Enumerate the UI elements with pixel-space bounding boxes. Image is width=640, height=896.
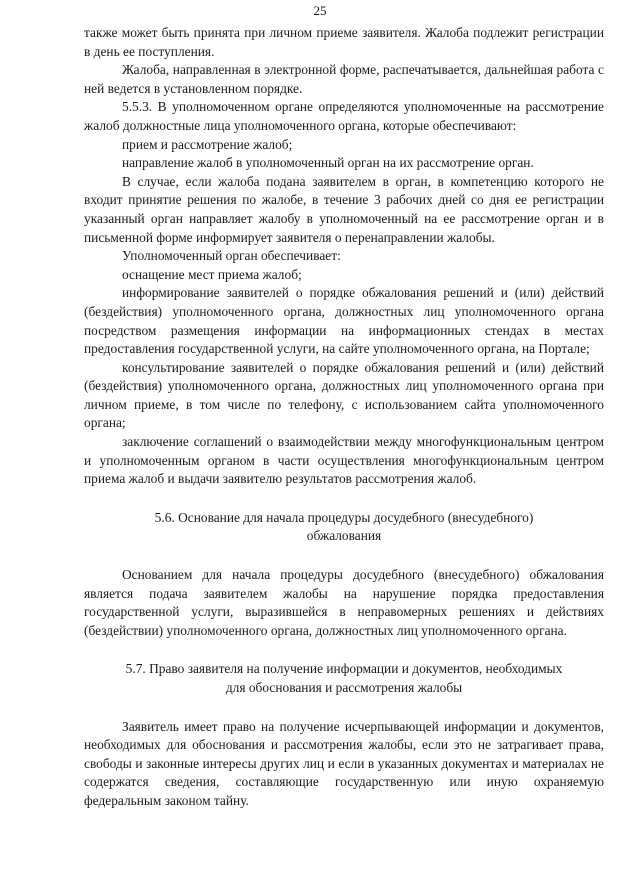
list-item: прием и рассмотрение жалоб;: [122, 136, 293, 152]
paragraph: 5.5.3. В уполномоченном органе определяются уполномоченные на рассмотрение жалоб должностные лица уполномоченного органа, которые обеспечивают:: [84, 99, 604, 133]
section-heading-5-6: [84, 509, 604, 546]
page-number: 25: [313, 3, 327, 18]
paragraph: Жалоба, направленная в электронной форме, распечатывается, дальнейшая работа с ней ведется в установленном порядке.: [84, 62, 604, 96]
paragraph-5-6: Основанием для начала процедуры досудебного (внесудебного) обжалования является подача заявителем жалобы на нарушение порядка предоставления государственной услуги, выразившейся в неправомерных решениях и действиях (бездействии) уполномоченного органа, должностных лиц уполномоченного органа.: [84, 567, 604, 638]
heading-line: для обоснования и рассмотрения жалобы: [225, 680, 463, 695]
document-body: [84, 24, 604, 811]
paragraph: В случае, если жалоба подана заявителем в орган, в компетенцию которого не входит принятие решения по жалобе, в течение 3 рабочих дней со дня ее регистрации указанный орган направляет жалобу в уполномоченный на ее рассмотрение орган и в письменной форме информирует заявителя о перенаправлении жалобы.: [84, 173, 604, 245]
heading-line: обжалования: [306, 528, 382, 544]
list-item: информирование заявителей о порядке обжалования решений и (или) действий (бездействия) уполномоченного органа, должностных лиц уполномоченного органа посредством размещения информации на информационных стендах в местах предоставления государственной услуги, на сайте уполномоченного органа, на Портале;: [84, 285, 604, 357]
paragraph: Уполномоченный орган обеспечивает:: [122, 248, 341, 264]
list-item: оснащение мест приема жалоб;: [122, 266, 302, 282]
paragraph-5-7: Заявитель имеет право на получение исчерпывающей информации и документов, необходимых для обоснования и рассмотрения жалобы, если это не затрагивает права, свободы и законные интересы других лиц и если в указанных документах и материалах не содержатся сведения, составляющие государственную или иную охраняемую федеральным законом тайну.: [84, 718, 604, 808]
section-heading-5-7: [84, 660, 604, 697]
heading-line: 5.6. Основание для начала процедуры досудебного (внесудебного): [154, 509, 534, 525]
section-5-5-continuation: [84, 24, 604, 489]
paragraph: также может быть принята при личном приеме заявителя. Жалоба подлежит регистрации в день ее поступления.: [84, 25, 604, 59]
list-item: консультирование заявителей о порядке обжалования решений и (или) действий (бездействия) уполномоченного органа, должностных лиц уполномоченного органа при личном приеме, в том числе по телефону, с использованием сайта уполномоченного органа;: [84, 359, 604, 431]
list-item: заключение соглашений о взаимодействии между многофункциональным центром и уполномоченным органом в части осуществления многофункциональным центром приема жалоб и выдачи заявителю результатов рассмотрения жалоб.: [84, 434, 604, 487]
list-item: направление жалоб в уполномоченный орган на их рассмотрение орган.: [122, 155, 534, 171]
heading-line: 5.7. Право заявителя на получение информации и документов, необходимых: [125, 661, 563, 677]
